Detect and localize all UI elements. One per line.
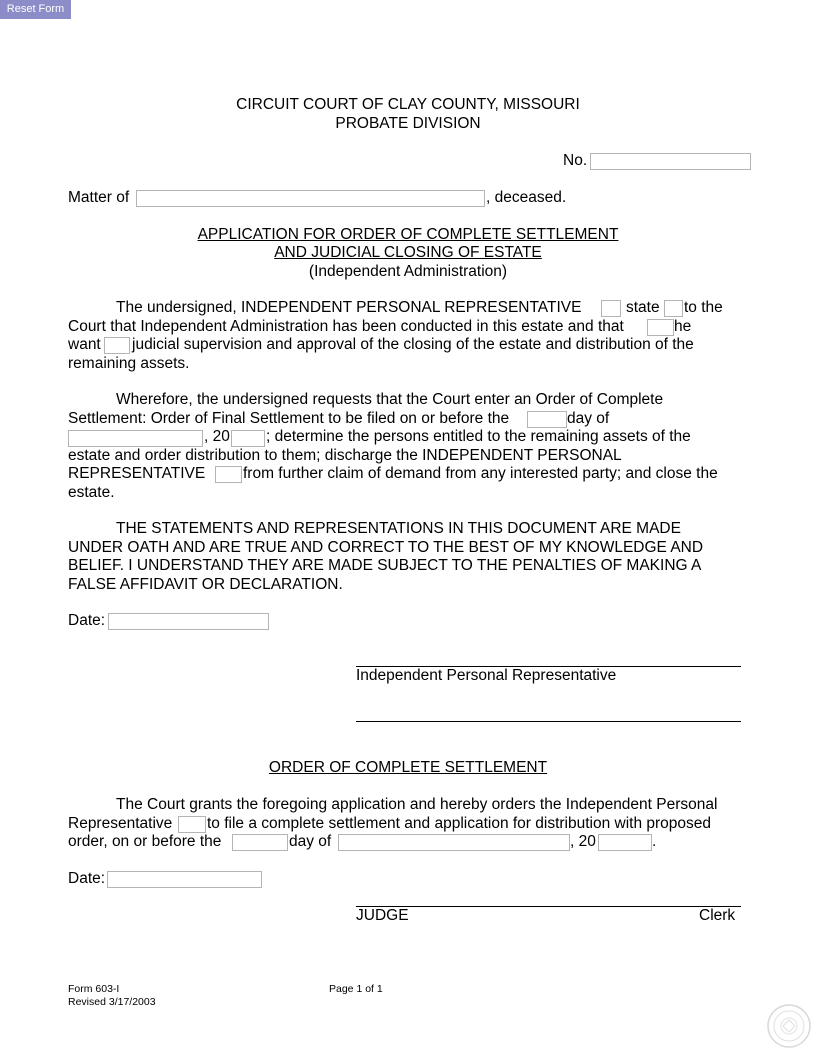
order-line2-b: to file a complete settlement and application for distribution with proposed	[207, 815, 712, 832]
rep-suffix-input-2[interactable]	[215, 466, 242, 483]
rep-suffix-input-1[interactable]	[601, 300, 621, 317]
settlement-year-input[interactable]	[231, 430, 265, 447]
p1-line4: remaining assets.	[68, 355, 190, 372]
pronoun-input[interactable]	[647, 319, 674, 336]
p3-line2: UNDER OATH AND ARE TRUE AND CORRECT TO THE BEST OF MY KNOWLEDGE AND	[68, 539, 704, 556]
reset-form-button[interactable]: Reset Form	[0, 0, 71, 19]
settlement-day-input[interactable]	[527, 411, 567, 428]
application-date-label: Date:	[68, 612, 106, 629]
decedent-name-input[interactable]	[136, 190, 485, 207]
p2-line4: estate and order distribution to them; discharge the INDEPENDENT PERSONAL	[68, 447, 622, 464]
order-line3-c: , 20	[570, 833, 596, 850]
p2-line1: Wherefore, the undersigned requests that the Court enter an Order of Complete	[116, 391, 664, 408]
p1-line3-a: want	[68, 336, 101, 353]
order-date-label: Date:	[68, 870, 106, 887]
p2-line3-a: , 20	[204, 428, 230, 445]
p3-line3: BELIEF. I UNDERSTAND THEY ARE MADE SUBJECT TO THE PENALTIES OF MAKING A	[68, 557, 702, 574]
order-line1: The Court grants the foregoing application and hereby orders the Independent Personal	[116, 796, 718, 813]
settlement-month-input[interactable]	[68, 430, 203, 447]
court-name: CIRCUIT COURT OF CLAY COUNTY, MISSOURI	[236, 96, 580, 113]
p1-line1-c: to the	[684, 299, 723, 316]
order-line3-b: day of	[289, 833, 332, 850]
p2-line2-b: day of	[567, 410, 610, 427]
p1-line3-b: judicial supervision and approval of the closing of the estate and distribution of the	[132, 336, 694, 353]
order-line3-d: .	[652, 833, 657, 850]
judge-label: JUDGE	[356, 907, 409, 924]
order-year-input[interactable]	[598, 834, 652, 851]
second-signature-line	[356, 721, 741, 722]
p1-line1-b: state	[626, 299, 660, 316]
p2-line3-b: ; determine the persons entitled to the remaining assets of the	[266, 428, 691, 445]
revised-date: Revised 3/17/2003	[68, 996, 156, 1008]
deceased-label: , deceased.	[486, 189, 567, 206]
application-subtitle: (Independent Administration)	[308, 263, 508, 280]
application-title-line1: APPLICATION FOR ORDER OF COMPLETE SETTLEMENT	[197, 226, 619, 243]
order-day-input[interactable]	[232, 834, 288, 851]
order-rep-suffix-input[interactable]	[178, 816, 206, 833]
p2-line5-a: REPRESENTATIVE	[68, 465, 206, 482]
order-line2-a: Representative	[68, 815, 173, 832]
order-line3-a: order, on or before the	[68, 833, 222, 850]
order-title: ORDER OF COMPLETE SETTLEMENT	[268, 759, 548, 776]
p1-line2-a: Court that Independent Administration has been conducted in this estate and that	[68, 318, 624, 335]
p1-line1-a: The undersigned, INDEPENDENT PERSONAL REPRESENTATIVE	[116, 299, 582, 316]
page-number: Page 1 of 1	[329, 983, 383, 995]
want-suffix-input[interactable]	[104, 337, 130, 354]
application-date-input[interactable]	[108, 613, 269, 630]
p2-line6: estate.	[68, 484, 115, 501]
order-date-input[interactable]	[107, 871, 262, 888]
court-seal-icon	[766, 1003, 812, 1049]
matter-of-label: Matter of	[68, 189, 130, 206]
form-number: Form 603-I	[68, 983, 120, 995]
clerk-label: Clerk	[699, 907, 736, 924]
application-title-line2: AND JUDICIAL CLOSING OF ESTATE	[274, 244, 542, 261]
order-month-input[interactable]	[338, 834, 570, 851]
representative-signature-label: Independent Personal Representative	[356, 667, 617, 684]
p2-line2-a: Settlement: Order of Final Settlement to be filed on or before the	[68, 410, 510, 427]
division-name: PROBATE DIVISION	[335, 115, 481, 132]
p3-line1: THE STATEMENTS AND REPRESENTATIONS IN THIS DOCUMENT ARE MADE	[116, 520, 681, 537]
p2-line5-b: from further claim of demand from any interested party; and close the	[243, 465, 718, 482]
state-suffix-input[interactable]	[664, 300, 683, 317]
case-number-input[interactable]	[590, 153, 751, 170]
judge-signature-line	[356, 906, 741, 907]
p3-line4: FALSE AFFIDAVIT OR DECLARATION.	[68, 576, 343, 593]
p1-line2-b: he	[674, 318, 692, 335]
case-no-label: No.	[563, 152, 588, 169]
